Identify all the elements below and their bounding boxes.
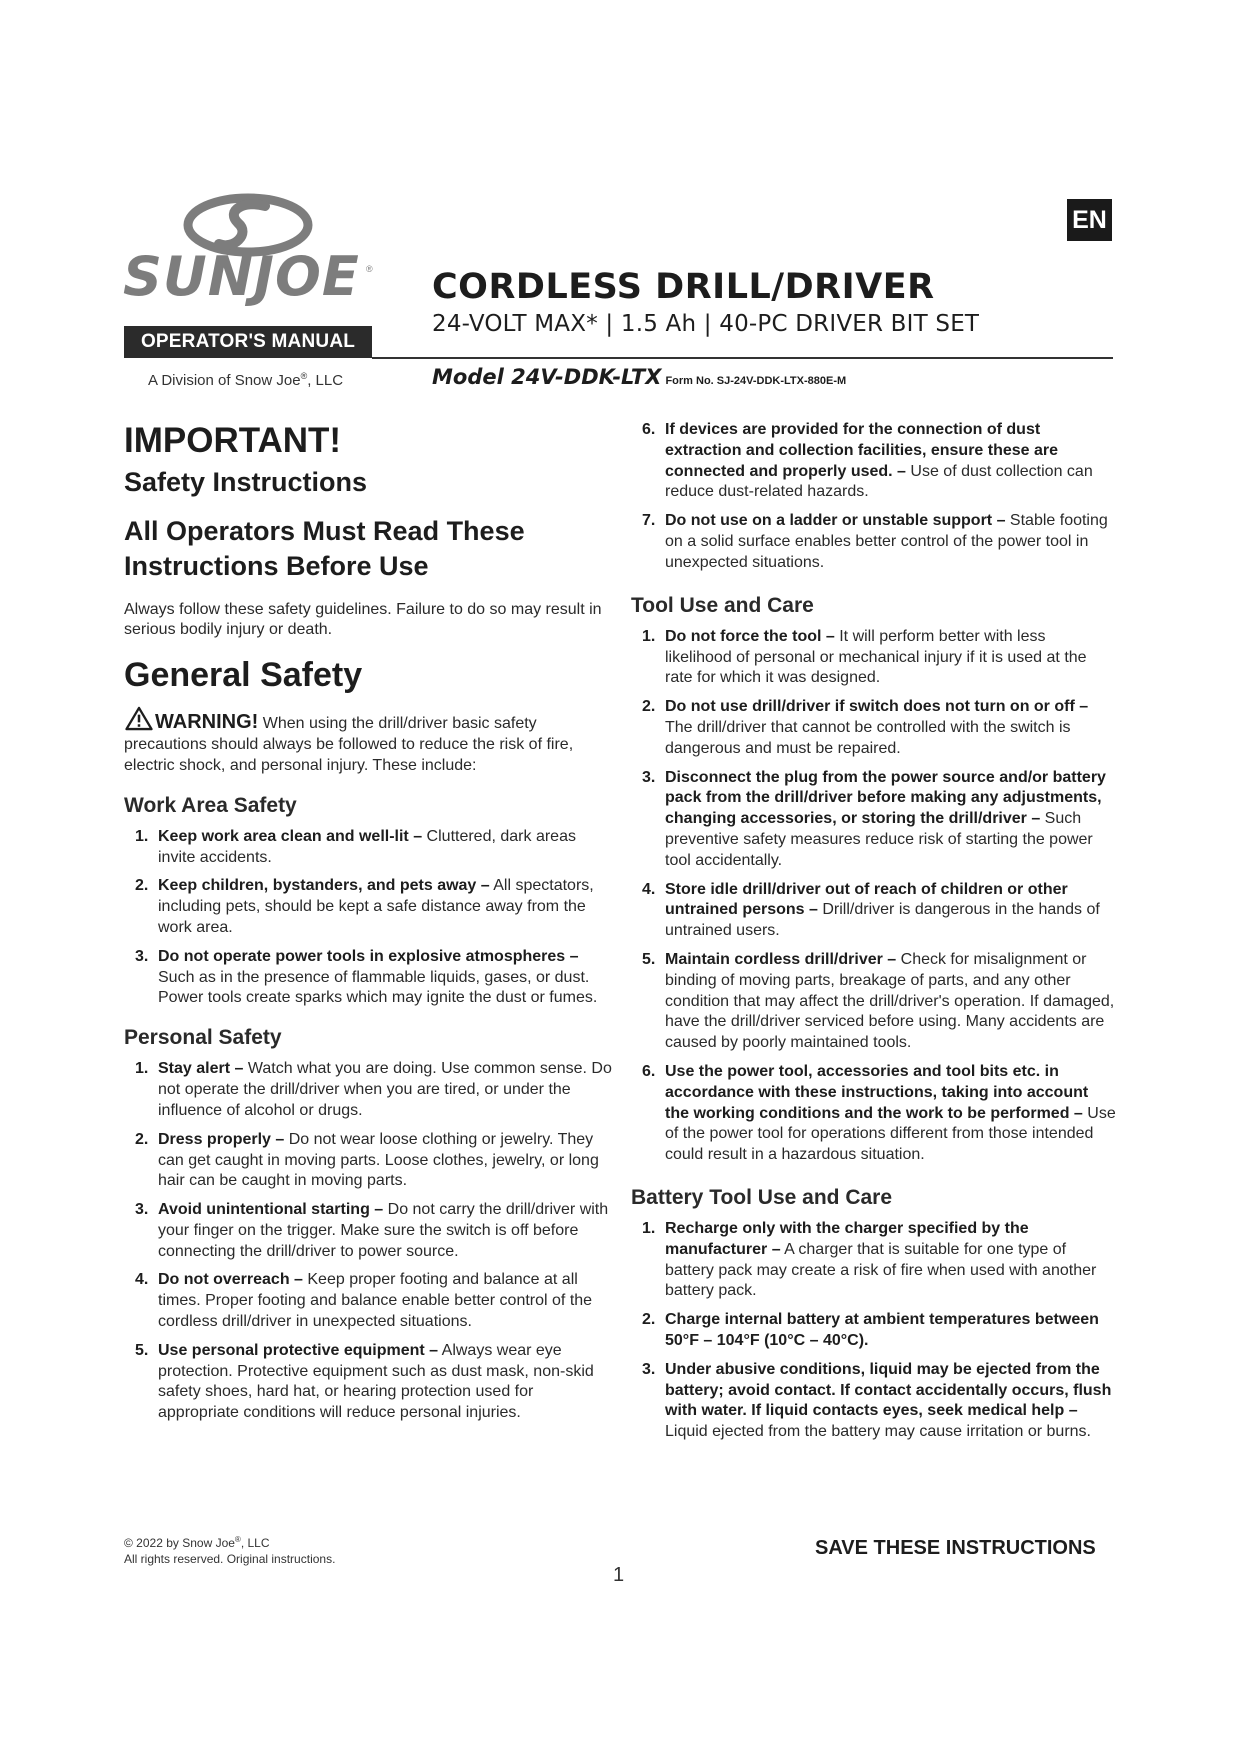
list-item: 1. Recharge only with the charger specified by the manufacturer – A charger that is suitable for one type of battery pack may create a risk of fire when used with another battery pack.: [642, 1220, 1097, 1300]
brand-wordmark: SUNJOE: [123, 245, 360, 308]
list-item: 2. Keep children, bystanders, and pets away – All spectators, including pets, should be kept a safe distance away from the work area.: [135, 877, 594, 936]
list-item: 2. Dress properly – Do not wear loose clothing or jewelry. They can get caught in moving parts. Loose clothes, jewelry, or long hair can be caught in moving parts.: [135, 1130, 599, 1190]
warning-triangle-icon: [124, 706, 154, 731]
model-number: Model 24V-DDK-LTX: [432, 365, 662, 389]
work-area-list: [124, 827, 614, 1009]
division-line: A Division of Snow Joe®, LLC: [148, 371, 344, 389]
list-item: 3. Do not operate power tools in explosive atmospheres – Such as in the presence of flammable liquids, gases, or dust. Power tools create sparks which may ignite the dust or fumes.: [135, 947, 598, 1007]
tool-use-list: [631, 627, 1116, 1166]
important-heading: IMPORTANT!: [124, 421, 342, 460]
list-item: 1. Do not force the tool – It will perform better with less likelihood of personal or mechanical injury if it is used at the rate for which it was designed.: [642, 627, 1087, 687]
left-column: [124, 420, 614, 1432]
battery-tool-heading: Battery Tool Use and Care: [631, 1185, 893, 1209]
rights-reserved: All rights reserved. Original instructions.: [124, 1551, 336, 1566]
work-area-safety-heading: Work Area Safety: [124, 793, 297, 817]
list-item: 1. Keep work area clean and well-lit – Cluttered, dark areas invite accidents.: [135, 827, 576, 866]
intro-text: Always follow these safety guidelines. Failure to do so may result in serious bodily injury or death.: [124, 600, 602, 639]
list-item: 6. If devices are provided for the connection of dust extraction and collection facilities, ensure these are connected and properly used. – Use of dust collection can reduce dust-related hazards.: [642, 421, 1093, 501]
list-item: 4. Do not overreach – Keep proper footing and balance at all times. Proper footing and balance enable better control of the cordless drill/driver in unexpected situations.: [135, 1271, 593, 1331]
list-item: 2. Charge internal battery at ambient temperatures between 50°F – 104°F (10°C – 40°C).: [642, 1311, 1099, 1350]
list-item: 5. Use personal protective equipment – Always wear eye protection. Protective equipment such as dust mask, non-skid safety shoes, hard hat, or hearing protection used for appropriate conditions will reduce personal injuries.: [135, 1341, 594, 1422]
operators-manual-label: OPERATOR'S MANUAL: [124, 326, 372, 358]
battery-list: [631, 1219, 1116, 1443]
page-number: 1: [613, 1564, 625, 1586]
list-item: 6. Use the power tool, accessories and tool bits etc. in accordance with these instructions, taking into account the working conditions and the work to be performed – Use of the power tool for operations different from those intended could result in a hazardous situation.: [642, 1062, 1116, 1164]
language-badge: EN: [1067, 199, 1112, 241]
form-number: Form No. SJ-24V-DDK-LTX-880E-M: [665, 375, 847, 387]
header-divider: [372, 357, 1113, 359]
safety-instructions-heading: Safety Instructions: [124, 467, 368, 497]
list-item: 5. Maintain cordless drill/driver – Check for misalignment or binding of moving parts, breakage of parts, and any other condition that may affect the drill/driver's operation. If damaged, have the drill/driver serviced before using. Many accidents are caused by poorly maintained tools.: [642, 950, 1115, 1052]
warning-label: WARNING!: [155, 710, 259, 733]
operators-heading: All Operators Must Read These Instructions Before Use: [124, 516, 525, 582]
list-item: 4. Store idle drill/driver out of reach of children or other untrained persons – Drill/driver is dangerous in the hands of untrained users.: [642, 880, 1100, 940]
product-title: CORDLESS DRILL/DRIVER: [432, 267, 935, 307]
list-item: 2. Do not use drill/driver if switch does not turn on or off – The drill/driver that cannot be controlled with the switch is dangerous and must be repaired.: [642, 698, 1089, 757]
tool-use-care-heading: Tool Use and Care: [631, 593, 814, 617]
brand-registered-mark: ®: [366, 264, 373, 274]
general-safety-heading: General Safety: [124, 656, 363, 695]
list-item: 3. Disconnect the plug from the power source and/or battery pack from the drill/driver before making any adjustments, changing accessories, or storing the drill/driver – Such preventive safety measures reduce risk of starting the power tool accidentally.: [642, 768, 1106, 869]
personal-safety-list-continued: [631, 420, 1116, 574]
warning-text: When using the drill/driver basic safety precautions should always be followed to reduce the risk of fire, electric shock, and personal injury. These include:: [124, 714, 574, 774]
personal-safety-list: [124, 1059, 614, 1424]
warning-paragraph: [124, 706, 614, 777]
right-column: [631, 420, 1116, 1451]
list-item: 3. Avoid unintentional starting – Do not carry the drill/driver with your finger on the trigger. Make sure the switch is off before connecting the drill/driver to power source.: [135, 1201, 609, 1260]
copyright-notice: © 2022 by Snow Joe®, LLC All rights reserved. Original instructions.: [124, 1535, 336, 1566]
list-item: 1. Stay alert – Watch what you are doing. Use common sense. Do not operate the drill/driver when you are tired, or under the influence of alcohol or drugs.: [135, 1060, 612, 1119]
product-subtitle: 24-VOLT MAX* | 1.5 Ah | 40-PC DRIVER BIT SET: [432, 311, 980, 337]
save-instructions: SAVE THESE INSTRUCTIONS: [815, 1537, 1096, 1559]
list-item: 3. Under abusive conditions, liquid may be ejected from the battery; avoid contact. If contact accidentally occurs, flush with water. If liquid contacts eyes, seek medical help – Liquid ejected from the battery may cause irritation or burns.: [642, 1360, 1112, 1441]
list-item: 7. Do not use on a ladder or unstable support – Stable footing on a solid surface enables better control of the power tool in unexpected situations.: [642, 512, 1108, 571]
personal-safety-heading: Personal Safety: [124, 1026, 282, 1050]
model-line: [432, 365, 846, 389]
